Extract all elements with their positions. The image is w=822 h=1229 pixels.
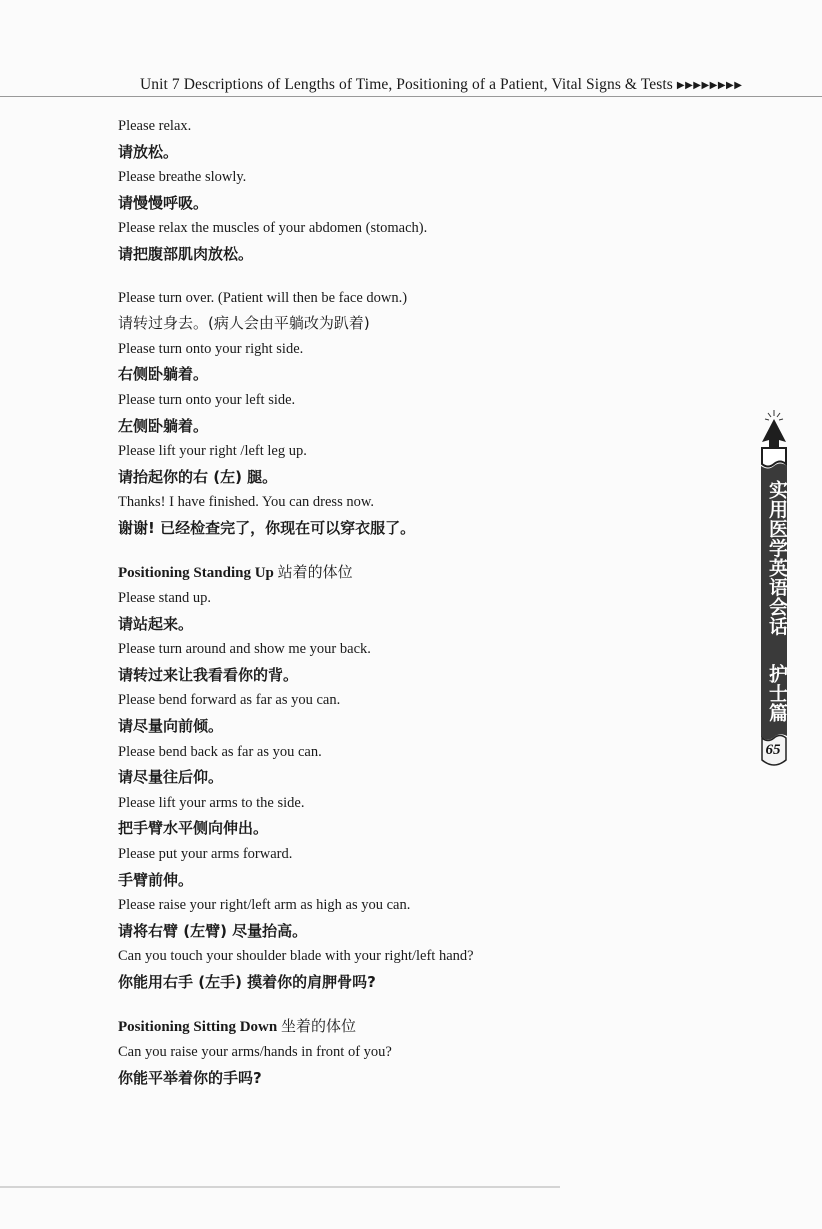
section-heading-sitting [118,1014,738,1041]
footer-rule [0,1186,560,1188]
english-line: Please lift your arms to the side. [118,794,305,811]
english-line: Please turn around and show me your back. [118,641,371,658]
chinese-line: 请尽量往后仰。 [118,768,224,787]
english-line: Please relax the muscles of your abdomen (stomach). [118,220,428,237]
chinese-line: 你能用右手 (左手) 摸着你的肩胛骨吗? [118,973,376,991]
chinese-line: 请慢慢呼吸。 [118,193,209,212]
english-line: Please turn onto your left side. [118,391,296,408]
running-header [140,76,742,94]
chinese-line: 右侧卧躺着。 [118,365,209,384]
chinese-line: 请转过来让我看看你的背。 [118,665,299,684]
english-line: Please put your arms forward. [118,846,293,863]
side-tab [757,408,791,768]
chinese-line: 请站起来。 [118,614,194,633]
arrow-head-icon [762,419,786,448]
chinese-line: 把手臂水平侧向伸出。 [118,819,269,838]
english-line: Please raise your right/left arm as high as you can. [118,897,411,914]
english-line: Please relax. [118,118,192,134]
chinese-line: 请将右臂 (左臂) 尽量抬高。 [118,921,308,940]
side-tab-title: 实用医学英语会话 [766,480,788,636]
heading-english: Positioning Sitting Down [118,1018,278,1035]
heading-english: Positioning Standing Up [118,564,274,581]
english-line: Please turn onto your right side. [118,340,304,357]
heading-chinese: 站着的体位 [277,562,353,581]
header-arrows-icon: ▶▶▶▶▶▶▶▶ [676,80,743,91]
english-line: Please bend back as far as you can. [118,743,322,760]
header-title: Unit 7 Descriptions of Lengths of Time, Positioning of a Patient, Vital Signs & Tests [140,76,673,93]
chinese-line: 手臂前伸。 [118,870,194,889]
chinese-line: 请把腹部肌肉放松。 [118,244,254,263]
english-line: Please bend forward as far as you can. [118,692,341,709]
english-line: Thanks! I have finished. You can dress now. [118,494,374,511]
header-rule [0,96,822,97]
section-gap [118,996,738,1014]
heading-chinese: 坐着的体位 [280,1016,356,1035]
chinese-line: 你能平举着你的手吗? [118,1068,262,1087]
english-line: Please lift your right /left leg up. [118,443,307,460]
section-heading-standing [118,560,738,587]
chinese-line: 谢谢! 已经检查完了，你现在可以穿衣服了。 [118,518,416,537]
page-number: 65 [765,742,781,758]
chinese-line: 请转过身去。(病人会由平躺改为趴着) [118,314,370,333]
english-line: Please breathe slowly. [118,169,247,186]
chinese-line: 请尽量向前倾。 [118,717,224,736]
side-tab-subtitle: 护士篇 [766,664,788,723]
chinese-line: 请放松。 [118,142,179,161]
chinese-line: 请抬起你的右 (左) 腿。 [118,467,278,486]
chinese-line: 左侧卧躺着。 [118,416,209,435]
english-line: Please stand up. [118,590,212,607]
sparkle-icon [765,410,783,420]
english-line: Can you raise your arms/hands in front of you? [118,1044,392,1061]
section-gap [118,268,738,286]
section-gap [118,542,738,560]
english-line: Please turn over. (Patient will then be face down.) [118,289,408,306]
page-body [118,114,738,1091]
english-line: Can you touch your shoulder blade with your right/left hand? [118,948,474,965]
